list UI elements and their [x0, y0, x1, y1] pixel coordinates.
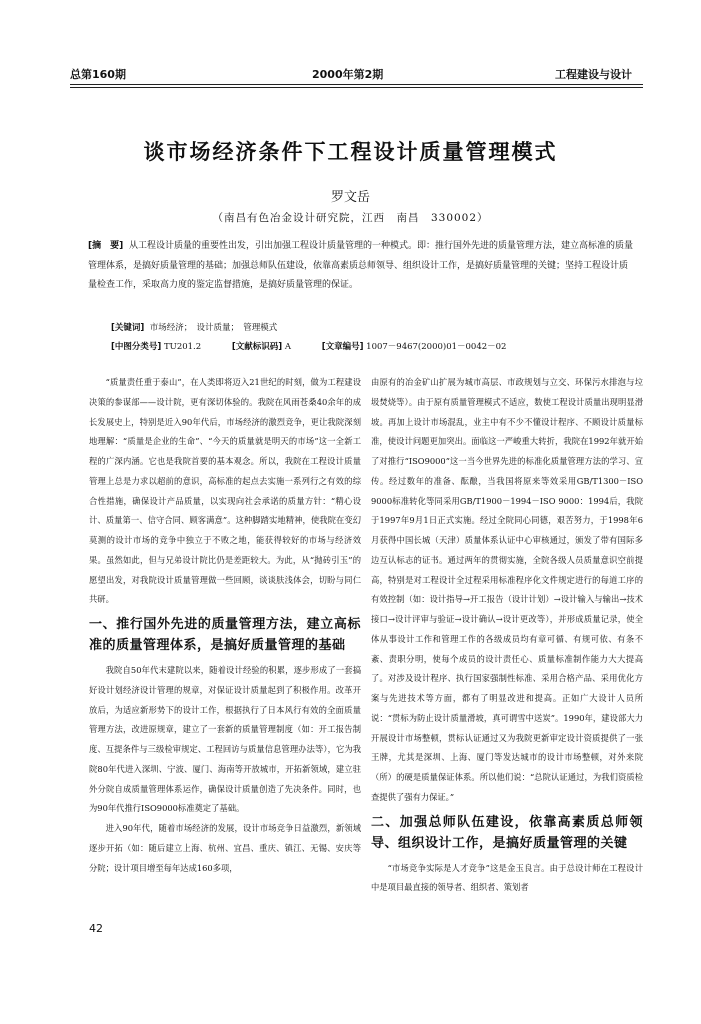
clc-label: [中图分类号]	[111, 342, 162, 352]
article-title: 谈市场经济条件下工程设计质量管理模式	[143, 140, 558, 164]
abstract-label: [摘 要]	[88, 241, 124, 251]
affiliation: （南昌有色冶金设计研究院，江西 南昌 330002）	[212, 212, 489, 224]
section-heading-1: 一、推行国外先进的质量管理方法，建立高标准的质量管理体系，是搞好质量管理的基础	[89, 617, 361, 653]
classification	[111, 340, 631, 352]
paragraph: “质量责任重于泰山”，在人类即将迈入21世纪的时刻，做为工程建设决策的参谋部——设计院，更有深切体验的。我院在风雨苍桑40余年的成长发展史上，特别是近入90年代后，市场经济的激烈竞争，更让我院深刻地理解：“质量是企业的生命”、“今天的质量就是明天的市场”这一全新工程的广深内涵。它也是我院首要的基本观念。所以，我院在工程设计质量管理上总是力求以超前的意识，高标准的起点去实施一系列行之有效的综合性措施，确保设计产品质量，以实现向社会承诺的质量方针：“精心设计、质量第一、信守合同、顾客满意”。这种脚踏实地精神，使我院在变幻莫测的设计市场的竞争中独立于不败之地，能获得较好的市场与经济效果。虽然如此，但与兄弟设计院比仍是差距较大。为此，从“抛砖引玉”的愿望出发，对我院设计质量管理做一些回顾，谈谈肤浅体会，切盼与同仁共研。	[89, 377, 361, 605]
header-date: 2000年第2期	[312, 68, 384, 81]
article-id-value: 1007－9467(2000)01－0042－02	[366, 342, 507, 352]
keywords	[111, 321, 277, 333]
header-issue: 总第160期	[70, 68, 126, 81]
paragraph: 我院自50年代末建院以来，随着设计经验的积累，逐步形成了一套搞好设计划经济设计管理的规章，对保证设计质量起到了积极作用。改革开放后，为适应新形势下的设计工作，根据执行了日本风行有效的全面质量管理方法，改进原规章，建立了一套新的质量管理制度（如：开工报告制度、互提条件与三级检审规定、工程回访与质量信息管理办法等），它为我院80年代进入深圳、宁波、厦门、海南等开放城市，开拓新领域，建立驻外分院自成质量管理体系运作，确保设计质量创造了先决条件。同时，也为90年代推行ISO9000标准奠定了基础。	[89, 665, 361, 814]
header-rule-thin	[70, 87, 643, 88]
abstract-text: 从工程设计质量的重要性出发，引出加强工程设计质量管理的一种模式。即：推行国外先进的质量管理方法，建立高标准的质量管理体系，是搞好质量管理的基础；加强总师队伍建设，依靠高素质总师领导、组织设计工作，是搞好质量管理的关键；坚持工程设计质量检查工作，采取高力度的鉴定监督措施，是搞好质量管理的保证。	[88, 241, 633, 290]
keywords-text: 市场经济； 设计质量； 管理模式	[149, 323, 278, 333]
keywords-label: [关键词]	[111, 323, 145, 333]
code-label: [文献标识码]	[231, 342, 283, 352]
abstract	[88, 237, 636, 296]
left-column	[89, 373, 361, 878]
page-number: 42	[89, 922, 103, 935]
code-value: A	[284, 342, 291, 352]
section-heading-2: 二、加强总师队伍建设，依靠高素质总师领导、组织设计工作，是搞好质量管理的关键	[371, 814, 643, 851]
header-rule	[70, 84, 643, 85]
paragraph: 由原有的冶金矿山扩展为城市高层、市政规划与立交、环保污水排泡与垃圾焚烧等）。由于原有质量管理模式不适应，数使工程设计质量出现明显滑坡。再加上设计市场混乱，业主中有不少不懂设计程序、不顾设计质量标准，使设计问题更加突出。面临这一严峻重大转折，我院在1992年就开始了对推行“ISO9000”这一当今世界先进的标准化质量管理方法的学习、宣传。经过数年的准备、酝酿，当我国将原来等效采用GB/T1300－ISO 9000标准转化等同采用GB/T1900－1994－ISO 9000：1994后，我院于1997年9月1日正式实施。经过全院同心同德，艰苦努力，于1998年6月获得中国长城（天津）质量体系认证中心审核通过，颁发了带有国际多边互认标志的证书。通过两年的贯彻实施，全院各级人员质量意识空前提高，特别是对工程设计全过程采用标准程序化文件规定进行的每道工序的有效控制（如：设计指导→开工报告（设计计划）→设计输入与输出→技术接口→设计评审与验证→设计确认→设计更改等），并形成质量记录，使全体从事设计工作和管理工作的各级成员均有章可循、有规可依、有条不紊、责职分明，使每个成员的设计责任心、质量标准制作能力大大提高了。对涉及设计程序、执行国家强制性标准、采用合格产品、采用优化方案与先进技术等方面，都有了明显改进和提高。正如广大设计人员所说：“贯标为防止设计质量滑坡，真可谓雪中送炭”。1990年，建设部大力开展设计市场整顿，贯标认证通过又为我院更新审定设计资质提供了一张王牌，尤其是深圳、上海、厦门等发达城市的设计市场整顿，对外来院（所）的硬是质量保证体系。所以他们说：“总院认证通过，为我们资质检查提供了强有力保证。”	[371, 377, 643, 802]
header-journal: 工程建设与设计	[555, 68, 632, 81]
right-column	[371, 373, 643, 898]
clc-value: TU201.2	[163, 342, 202, 352]
paragraph: 进入90年代，随着市场经济的发展，设计市场竞争日益激烈，新领域逐步开拓（如：随后建立上海、杭州、宜昌、重庆、镇江、无锡、安庆等分院；设计项目增至每年达成160多项，	[89, 823, 361, 873]
author: 罗文岳	[330, 190, 370, 205]
article-id-label: [文章编号]	[321, 342, 364, 352]
paragraph: “市场竞争实际是人才竞争”这是金玉良言。由于总设计师在工程设计中是项目最直接的领导者、组织者、策划者	[371, 862, 643, 893]
